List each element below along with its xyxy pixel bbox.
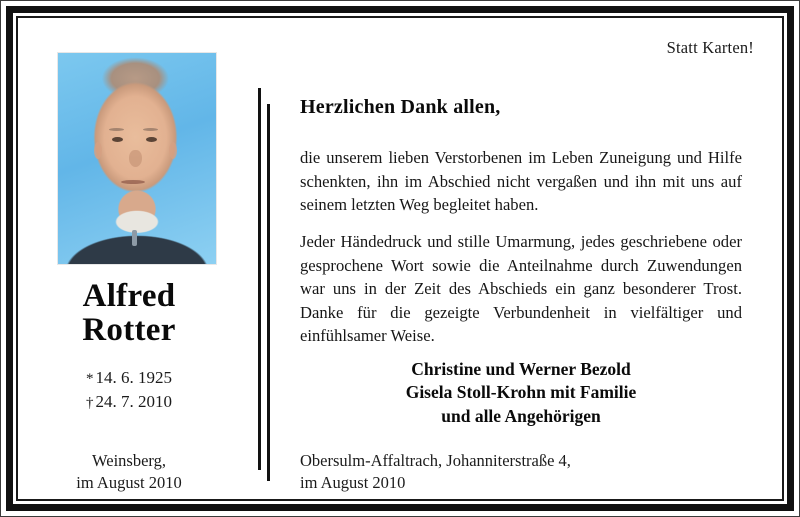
sweater-zipper-detail	[132, 230, 137, 246]
ear-right-detail	[169, 142, 177, 159]
left-place-date	[18, 450, 240, 495]
vertical-divider-right	[267, 104, 270, 481]
footer-date-line: im August 2010	[300, 473, 406, 493]
signatories	[300, 358, 742, 428]
signatory-line-2: Gisela Stoll-Krohn mit Familie	[405, 382, 637, 403]
left-place-line: Weinsberg,	[92, 451, 166, 470]
thanks-heading: Herzlichen Dank allen,	[300, 96, 501, 118]
eyebrow-right-detail	[143, 128, 158, 131]
card-content-area	[18, 18, 782, 499]
deceased-last-name: Rotter	[82, 311, 176, 348]
right-place-date	[300, 450, 571, 495]
birth-date-value: 14. 6. 1925	[95, 368, 172, 387]
signatory-line-1: Christine und Werner Bezold	[411, 359, 631, 379]
thanks-paragraph-1: die unserem lieben Verstorbenen im Leben Zuneigung und Hilfe schenkten, ihn im Abschied nicht vergaßen und ihn mit uns auf seinem letzten Weg begleitet haben.	[300, 148, 742, 215]
statt-karten-note: Statt Karten!	[666, 38, 754, 57]
eye-right-detail	[146, 137, 157, 142]
death-date-value: 24. 7. 2010	[95, 391, 172, 411]
portrait-photo	[58, 53, 216, 264]
left-date-line: im August 2010	[76, 473, 182, 493]
birth-date-line	[18, 366, 240, 390]
mouth-detail	[121, 180, 145, 184]
birth-star-icon: *	[86, 371, 94, 387]
signatory-line-3: und alle Angehörigen	[441, 405, 601, 426]
eyebrow-left-detail	[109, 128, 124, 131]
thanks-paragraph-2: Jeder Händedruck und stille Umarmung, jedes geschriebene oder gesprochene Wort sowie die Anteilnahme durch Zuwendungen war uns in der Zeit des Abschieds ein ganz besonderer Trost. Danke für die gezeigte Verbundenheit in vielfältiger und einfühlsamer Weise.	[300, 232, 742, 346]
nose-detail	[129, 150, 142, 167]
card-outer-border	[6, 6, 794, 511]
footer-place-line: Obersulm-Affaltrach, Johanniterstraße 4,	[300, 451, 571, 470]
deceased-name	[18, 280, 240, 347]
deceased-first-name: Alfred	[82, 278, 176, 314]
left-column	[18, 18, 240, 499]
death-cross-icon: †	[86, 394, 94, 411]
ear-left-detail	[94, 142, 102, 159]
death-date-line	[18, 390, 240, 414]
vertical-divider-left	[258, 88, 261, 470]
card-inner-border	[16, 16, 784, 501]
life-dates	[18, 366, 240, 413]
right-column	[290, 18, 778, 499]
eye-left-detail	[112, 137, 123, 142]
